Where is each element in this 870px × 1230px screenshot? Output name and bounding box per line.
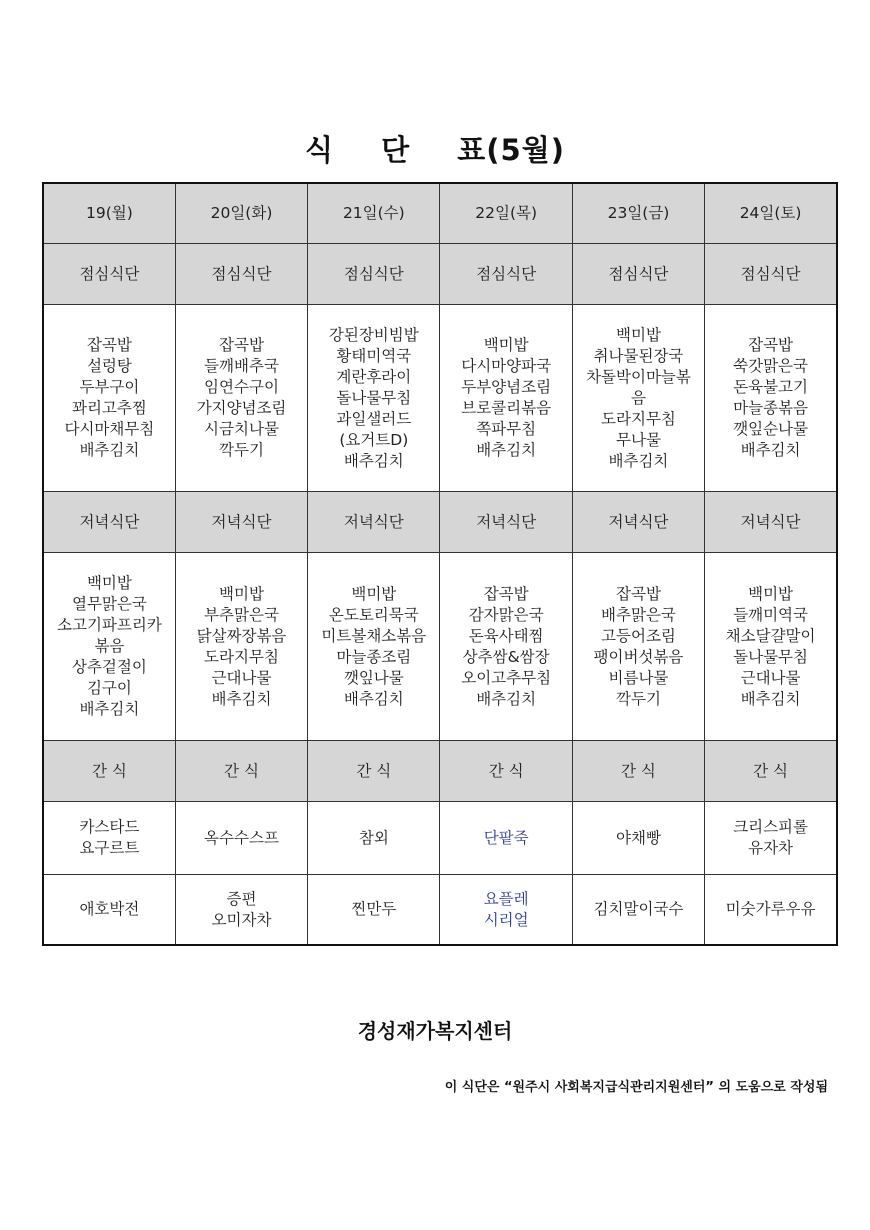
- menu-item: 깻잎순나물: [733, 420, 808, 439]
- menu-item: 채소달걀말이: [725, 626, 816, 645]
- menu-item: 배추김치: [79, 700, 140, 719]
- lunch-header-cell: 점심식단: [175, 244, 307, 304]
- dinner-row: [43, 552, 837, 740]
- lunch-header-cell: 점심식단: [705, 244, 837, 304]
- lunch-cell: [705, 304, 837, 491]
- day-header-cell: 20일(화): [175, 183, 307, 244]
- snack-cell: [175, 801, 307, 875]
- menu-item: 깻잎나물: [343, 668, 404, 687]
- snack-row-2: [43, 875, 837, 945]
- menu-item: 볶음: [94, 637, 125, 656]
- snack-item: 단팥죽: [483, 828, 529, 847]
- dinner-header-cell: 저녁식단: [705, 492, 837, 552]
- dinner-cell: [308, 552, 440, 740]
- menu-item: 취나물된장국: [593, 346, 684, 365]
- menu-item: 쪽파무침: [476, 420, 537, 439]
- snack-item: 증편: [226, 889, 257, 908]
- menu-item: 무나물: [616, 430, 661, 449]
- menu-table: [42, 182, 838, 946]
- footer-note: 이 식단은 “원주시 사회복지급식관리지원센터” 의 도움으로 작성됨: [444, 1080, 828, 1095]
- menu-item: 배추김치: [476, 441, 537, 460]
- menu-item: (요거트D): [339, 430, 409, 449]
- lunch-cell: [308, 304, 440, 491]
- snack-item: 요구르트: [79, 839, 140, 858]
- day-header-cell: 19(월): [43, 183, 175, 244]
- snack-header-row: [43, 741, 837, 801]
- snack-header-cell: 간 식: [175, 741, 307, 801]
- menu-item: 과일샐러드: [336, 409, 412, 428]
- snack-item: 오미자차: [211, 910, 272, 929]
- menu-item: 들깨배추국: [204, 357, 279, 376]
- dinner-header-cell: 저녁식단: [308, 492, 440, 552]
- menu-item: 두부양념조림: [461, 378, 552, 397]
- menu-item: 배추김치: [740, 441, 801, 460]
- menu-item: 미트볼채소볶음: [321, 626, 427, 645]
- menu-item: 강된장비빔밥: [328, 325, 419, 344]
- menu-item: 임연수구이: [204, 378, 279, 397]
- dinner-cell: [440, 552, 572, 740]
- snack-item: 크리스피롤: [733, 818, 808, 837]
- menu-item: 오이고추무침: [461, 668, 552, 687]
- dinner-header-cell: 저녁식단: [572, 492, 704, 552]
- menu-item: 브로콜리볶음: [461, 399, 552, 418]
- menu-item: 백미밥: [86, 574, 132, 593]
- snack-cell: [705, 875, 837, 945]
- menu-item: 상추겉절이: [71, 658, 147, 677]
- menu-item: 돌나물무침: [336, 388, 412, 407]
- snack-item: 요플레: [483, 889, 529, 908]
- menu-item: 백미밥: [219, 584, 264, 603]
- menu-item: 백미밥: [748, 584, 794, 603]
- menu-item: 쑥갓맑은국: [733, 357, 808, 376]
- lunch-cell: [175, 304, 307, 491]
- menu-item: 김구이: [86, 679, 132, 698]
- snack-cell: [705, 801, 837, 875]
- snack-row-1: [43, 801, 837, 875]
- organization-name: 경성재가복지센터: [357, 1019, 513, 1043]
- snack-cell: [308, 801, 440, 875]
- menu-item: 도라지무침: [601, 409, 676, 428]
- lunch-header-cell: 점심식단: [572, 244, 704, 304]
- snack-cell: [572, 801, 704, 875]
- menu-item: 잡곡밥: [86, 336, 132, 355]
- lunch-header-cell: 점심식단: [43, 244, 175, 304]
- lunch-row: [43, 304, 837, 491]
- dinner-header-cell: 저녁식단: [43, 492, 175, 552]
- menu-item: 시금치나물: [204, 420, 279, 439]
- snack-header-cell: 간 식: [572, 741, 704, 801]
- menu-item: 배추김치: [476, 689, 537, 708]
- menu-item: 열무맑은국: [71, 595, 147, 614]
- snack-cell: [43, 875, 175, 945]
- snack-item: 참외: [358, 828, 389, 847]
- day-header-cell: 23일(금): [572, 183, 704, 244]
- menu-item: 배추김치: [343, 689, 404, 708]
- menu-item: 마늘종조림: [336, 647, 412, 666]
- day-header-cell: 21일(수): [308, 183, 440, 244]
- snack-item: 카스타드: [79, 818, 140, 837]
- snack-cell: [308, 875, 440, 945]
- snack-item: 시리얼: [483, 910, 529, 929]
- snack-cell: [440, 801, 572, 875]
- menu-item: 상추쌈&쌈장: [462, 647, 550, 666]
- menu-item: 백미밥: [351, 584, 397, 603]
- lunch-cell: [440, 304, 572, 491]
- dinner-header-cell: 저녁식단: [175, 492, 307, 552]
- menu-item: 가지양념조림: [196, 399, 287, 418]
- day-header-cell: 24일(토): [705, 183, 837, 244]
- menu-item: 배추맑은국: [601, 605, 676, 624]
- title-part-2: 단: [381, 133, 411, 167]
- menu-item: 차돌박이마늘볶: [586, 367, 691, 386]
- lunch-header-row: [43, 244, 837, 304]
- menu-item: 황태미역국: [336, 346, 412, 365]
- menu-item: 돌나물무침: [733, 647, 808, 666]
- menu-item: 잡곡밥: [219, 336, 264, 355]
- menu-item: 마늘종볶음: [733, 399, 808, 418]
- menu-item: 배추김치: [79, 441, 140, 460]
- snack-cell: [440, 875, 572, 945]
- snack-header-cell: 간 식: [440, 741, 572, 801]
- lunch-cell: [572, 304, 704, 491]
- menu-item: 깍두기: [616, 689, 661, 708]
- snack-item: 애호박전: [79, 900, 140, 919]
- menu-item: 다시마채무침: [64, 420, 155, 439]
- menu-item: 백미밥: [616, 325, 661, 344]
- snack-item: 찐만두: [351, 900, 397, 919]
- snack-item: 미숫가루우유: [725, 900, 816, 919]
- menu-item: 고등어조림: [601, 626, 676, 645]
- menu-item: 잡곡밥: [616, 584, 661, 603]
- day-header-row: [43, 183, 837, 244]
- lunch-header-cell: 점심식단: [308, 244, 440, 304]
- menu-item: 잡곡밥: [748, 336, 794, 355]
- lunch-header-cell: 점심식단: [440, 244, 572, 304]
- menu-item: 감자맑은국: [468, 605, 544, 624]
- snack-header-cell: 간 식: [43, 741, 175, 801]
- menu-item: 배추김치: [343, 451, 404, 470]
- menu-item: 설렁탕: [86, 357, 132, 376]
- dinner-header-cell: 저녁식단: [440, 492, 572, 552]
- title-part-1: 식: [305, 133, 335, 167]
- snack-cell: [572, 875, 704, 945]
- dinner-cell: [705, 552, 837, 740]
- menu-item: 돈육불고기: [733, 378, 808, 397]
- menu-item: 팽이버섯볶음: [593, 647, 684, 666]
- menu-item: 잡곡밥: [483, 584, 529, 603]
- menu-item: 들깨미역국: [733, 605, 808, 624]
- menu-item: 근대나물: [740, 668, 801, 687]
- title-part-3: 표(5월): [457, 133, 565, 167]
- menu-item: 비름나물: [608, 668, 669, 687]
- menu-item: 배추김치: [740, 689, 801, 708]
- menu-item: 배추김치: [211, 689, 272, 708]
- menu-item: 두부구이: [79, 378, 140, 397]
- menu-item: 부추맑은국: [204, 605, 279, 624]
- snack-cell: [175, 875, 307, 945]
- snack-item: 유자차: [748, 839, 794, 858]
- snack-item: 김치말이국수: [593, 900, 684, 919]
- menu-item: 깍두기: [219, 441, 264, 460]
- menu-item: 다시마양파국: [461, 357, 552, 376]
- dinner-cell: [175, 552, 307, 740]
- snack-cell: [43, 801, 175, 875]
- menu-item: 닭살짜장볶음: [196, 626, 287, 645]
- snack-item: 야채빵: [616, 828, 661, 847]
- dinner-cell: [43, 552, 175, 740]
- menu-item: 소고기파프리카: [57, 616, 162, 635]
- lunch-cell: [43, 304, 175, 491]
- snack-header-cell: 간 식: [308, 741, 440, 801]
- menu-item: 백미밥: [483, 336, 529, 355]
- menu-item: 온도토리묵국: [328, 605, 419, 624]
- snack-item: 옥수수스프: [204, 828, 279, 847]
- menu-item: 도라지무침: [204, 647, 279, 666]
- menu-item: 근대나물: [211, 668, 272, 687]
- snack-header-cell: 간 식: [705, 741, 837, 801]
- page-title: [0, 128, 870, 169]
- menu-item: 계란후라이: [336, 367, 412, 386]
- menu-item: 돈육사태찜: [468, 626, 544, 645]
- dinner-cell: [572, 552, 704, 740]
- dinner-header-row: [43, 492, 837, 552]
- day-header-cell: 22일(목): [440, 183, 572, 244]
- menu-item: 꽈리고추찜: [71, 399, 147, 418]
- menu-item: 배추김치: [608, 451, 669, 470]
- menu-item: 음: [630, 388, 646, 407]
